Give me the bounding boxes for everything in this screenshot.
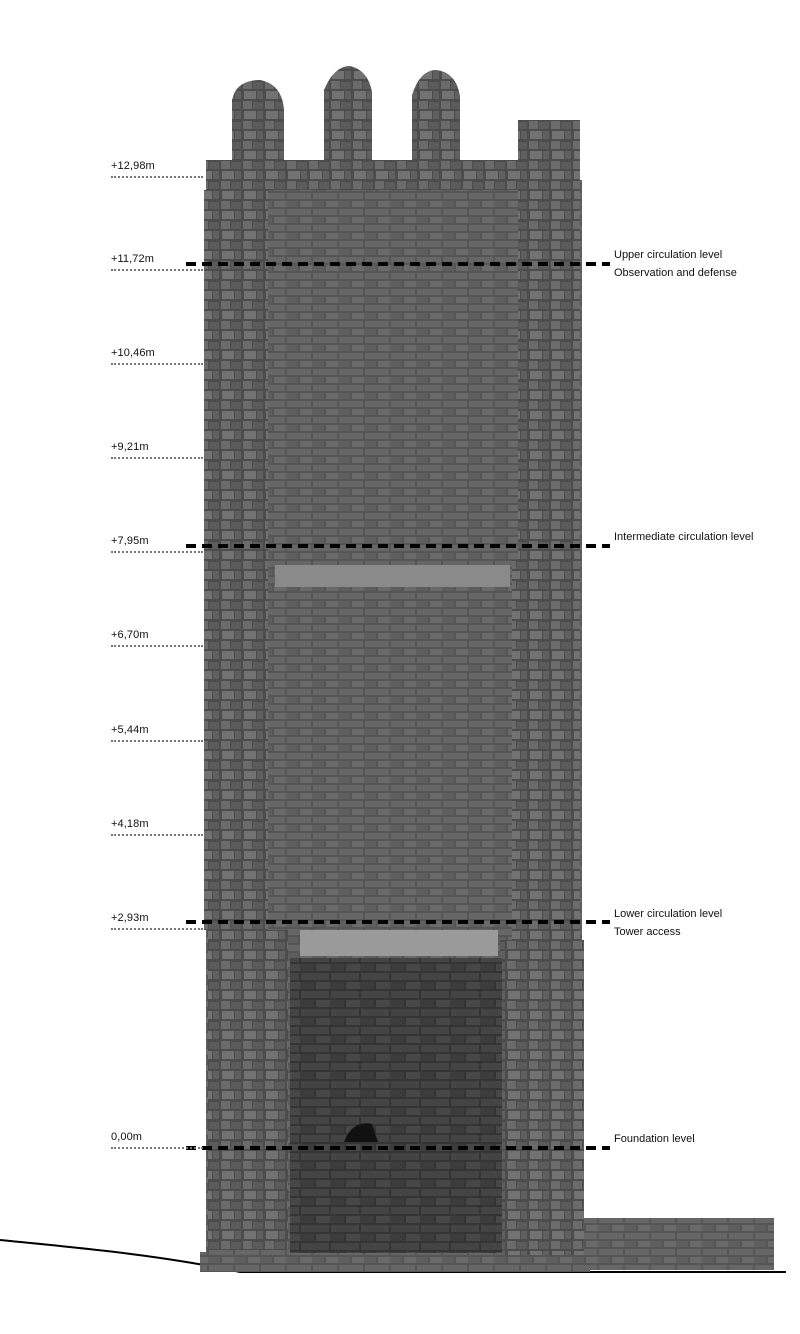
elevation-label: +9,21m xyxy=(111,441,149,453)
level-annotation-line: Upper circulation level xyxy=(614,249,723,261)
lintel-upper xyxy=(275,565,510,587)
elevation-label: +10,46m xyxy=(111,347,155,359)
left-edge xyxy=(204,190,268,930)
elevation-dots xyxy=(111,928,203,930)
level-annotation-foundation xyxy=(614,1130,695,1148)
elevation-dots xyxy=(111,551,203,553)
level-annotation-line: Foundation level xyxy=(614,1133,695,1145)
lintel-lower xyxy=(300,930,498,956)
right-buttress-base xyxy=(500,940,584,1255)
level-annotation-line: Tower access xyxy=(614,926,681,938)
low-wall xyxy=(584,1218,774,1270)
door-recess xyxy=(290,958,502,1253)
elevation-label: 0,00m xyxy=(111,1131,143,1143)
level-annotation-line: Observation and defense xyxy=(614,267,737,279)
level-annotation-upper xyxy=(614,246,737,282)
elevation-label: +7,95m xyxy=(111,535,149,547)
level-annotation-line: Intermediate circulation level xyxy=(614,531,754,543)
elevation-dots xyxy=(111,1147,203,1149)
elevation-dots xyxy=(111,834,203,836)
elevation-dots xyxy=(111,363,203,365)
merlon-right xyxy=(412,70,460,165)
level-annotation-intermediate xyxy=(614,528,753,546)
elevation-label: +5,44m xyxy=(111,724,149,736)
elevation-dots xyxy=(111,176,203,178)
merlon-center xyxy=(324,66,372,165)
level-annotation-lower xyxy=(614,905,722,941)
elevation-label: +2,93m xyxy=(111,912,149,924)
elevation-label: +11,72m xyxy=(111,253,154,265)
elevation-label: +4,18m xyxy=(111,818,149,830)
left-edge-base xyxy=(208,930,288,1250)
level-annotation-line: Lower circulation level xyxy=(614,908,723,920)
right-buttress xyxy=(518,120,580,560)
parapet xyxy=(206,160,526,190)
elevation-dots xyxy=(111,457,203,459)
elevation-label: +12,98m xyxy=(111,160,155,172)
elevation-dots xyxy=(111,269,203,271)
elevation-label: +6,70m xyxy=(111,629,149,641)
elevation-dots xyxy=(111,645,203,647)
elevation-dots xyxy=(111,740,203,742)
right-buttress-lower xyxy=(512,560,580,940)
